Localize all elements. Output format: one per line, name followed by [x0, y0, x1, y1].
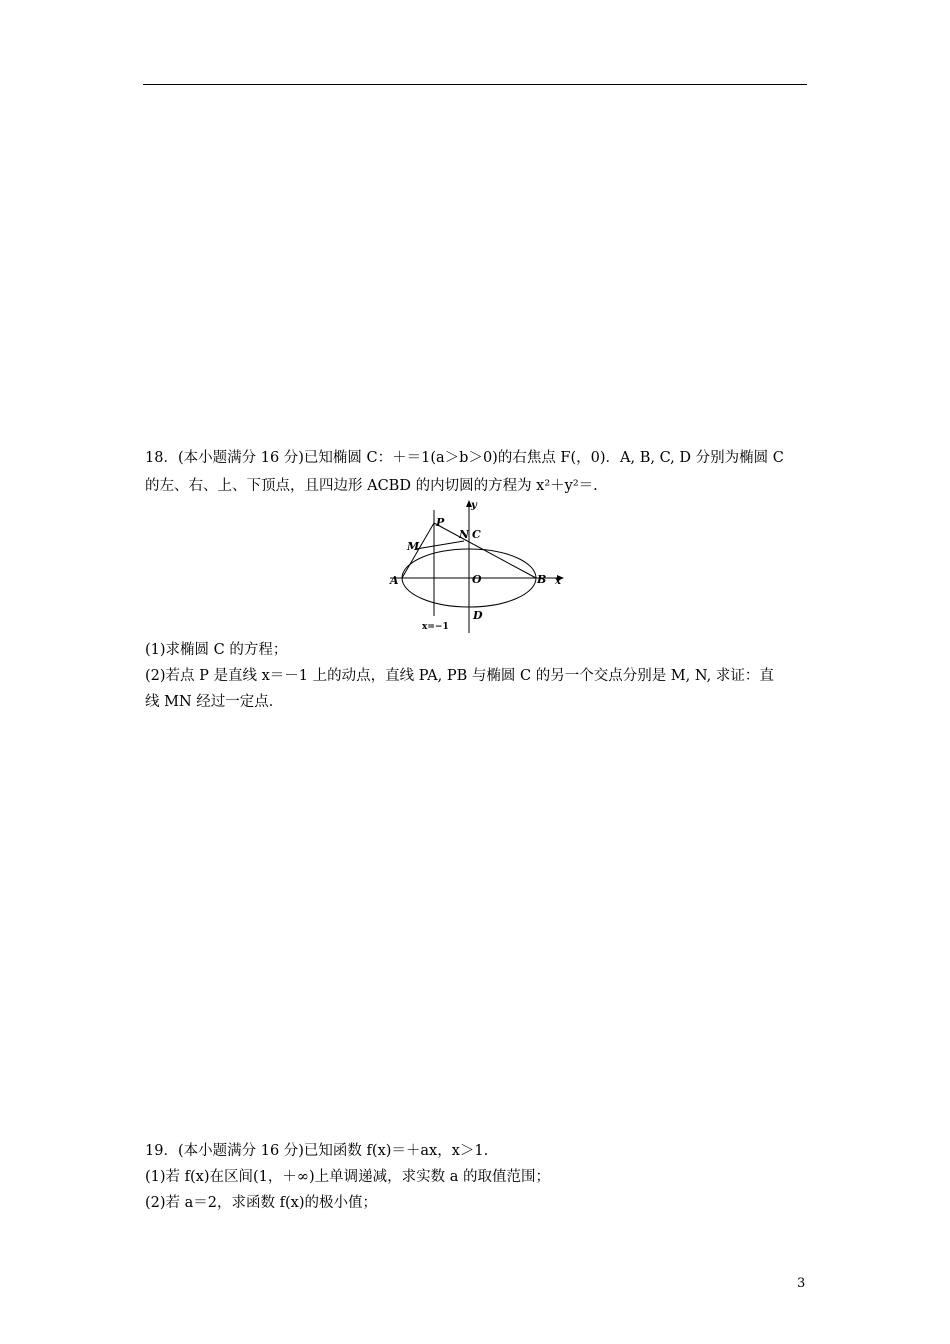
q18-part2-line1: (2)若点 P 是直线 x＝－1 上的动点，直线 PA, PB 与椭圆 C 的另一个交点分别是 M, N, 求证：直	[145, 668, 774, 684]
label-N: N	[459, 528, 470, 541]
q18-part2-line2: 线 MN 经过一定点．	[145, 694, 284, 710]
q19-part2: (2)若 a＝2，求函数 f(x)的极小值；	[145, 1195, 377, 1211]
q19-part1: (1)若 f(x)在区间(1，＋∞)上单调递减，求实数 a 的取值范围；	[145, 1169, 550, 1185]
header-rule	[143, 84, 807, 85]
label-D: D	[473, 609, 483, 622]
label-y: y	[471, 500, 477, 511]
label-line-eq: x=−1	[422, 622, 449, 632]
label-B: B	[537, 573, 547, 586]
q18-part1: (1)求椭圆 C 的方程；	[145, 642, 288, 658]
label-M: M	[407, 540, 420, 553]
label-P: P	[436, 516, 445, 529]
q18-stem-line1: 18．(本小题满分 16 分)已知椭圆 C：＋＝1(a＞b＞0)的右焦点 F(，0)．A, B, C, D 分别为椭圆 C	[145, 450, 784, 466]
q18-stem-line2: 的左、右、上、下顶点，且四边形 ACBD 的内切圆的方程为 x²＋y²＝.	[145, 478, 598, 494]
page-number: 3	[797, 1276, 806, 1291]
label-x: x	[555, 576, 561, 587]
label-O: O	[472, 573, 482, 586]
label-C: C	[472, 528, 481, 541]
label-A: A	[390, 574, 399, 587]
q19-stem: 19．(本小题满分 16 分)已知函数 f(x)＝＋ax，x＞1.	[145, 1143, 489, 1159]
ellipse-figure	[385, 498, 570, 636]
